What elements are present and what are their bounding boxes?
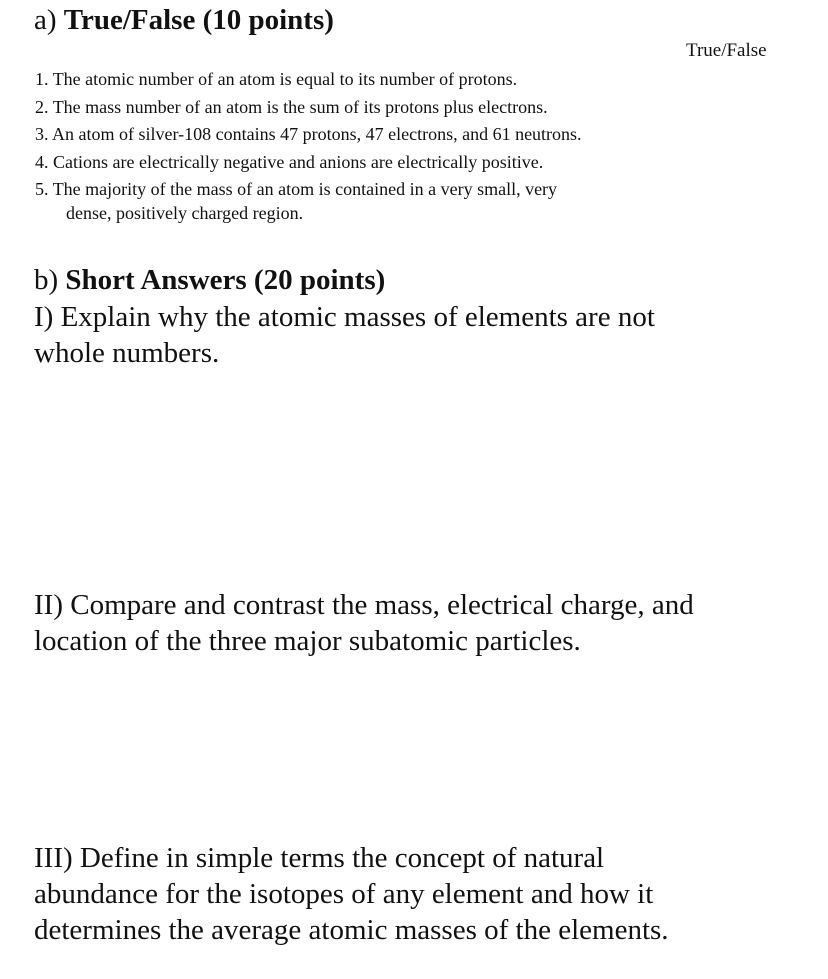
tf-statement-text: Cations are electrically negative and anions are electrically positive.: [53, 151, 544, 172]
tf-statement-number: 1.: [35, 69, 49, 89]
section-b-prefix: b): [34, 264, 59, 296]
question-line: II) Compare and contrast the mass, electrical charge, and: [34, 589, 694, 621]
true-false-column-header: True/False: [686, 40, 767, 61]
short-answer-question-1: [34, 299, 655, 371]
tf-statement-number: 3.: [35, 124, 49, 144]
tf-statement-1: [35, 66, 582, 94]
question-line: I) Explain why the atomic masses of elements are not: [34, 301, 655, 333]
tf-statement-text: The majority of the mass of an atom is contained in a very small, very: [52, 179, 558, 199]
tf-statement-number: 4.: [35, 151, 49, 172]
question-line: determines the average atomic masses of the elements.: [34, 914, 669, 946]
tf-statement-number: 2.: [35, 96, 49, 117]
true-false-list: [35, 66, 582, 227]
tf-statement-text: An atom of silver-108 contains 47 protons, 47 electrons, and 61 neutrons.: [52, 124, 582, 144]
question-line: III) Define in simple terms the concept of natural: [34, 842, 605, 874]
tf-statement-3: [35, 121, 582, 149]
question-line: whole numbers.: [34, 337, 220, 369]
short-answer-question-2: [34, 587, 694, 659]
section-a-heading: [34, 2, 334, 38]
tf-statement-number: 5.: [35, 179, 49, 199]
section-b-heading: [34, 262, 385, 298]
question-line: location of the three major subatomic particles.: [34, 625, 581, 657]
tf-statement-2: [35, 94, 582, 122]
tf-statement-text: The mass number of an atom is the sum of its protons plus electrons.: [52, 96, 548, 117]
section-b-title: Short Answers (20 points): [65, 264, 386, 296]
tf-statement-4: [35, 149, 582, 177]
tf-statement-5-continuation: dense, positively charged region.: [66, 202, 304, 223]
section-a-prefix: a): [34, 4, 57, 36]
question-line: abundance for the isotopes of any element and how it: [34, 878, 654, 910]
short-answer-question-3: [34, 840, 669, 948]
section-a-title: True/False (10 points): [63, 4, 334, 36]
tf-statement-text: The atomic number of an atom is equal to its number of protons.: [52, 69, 518, 89]
